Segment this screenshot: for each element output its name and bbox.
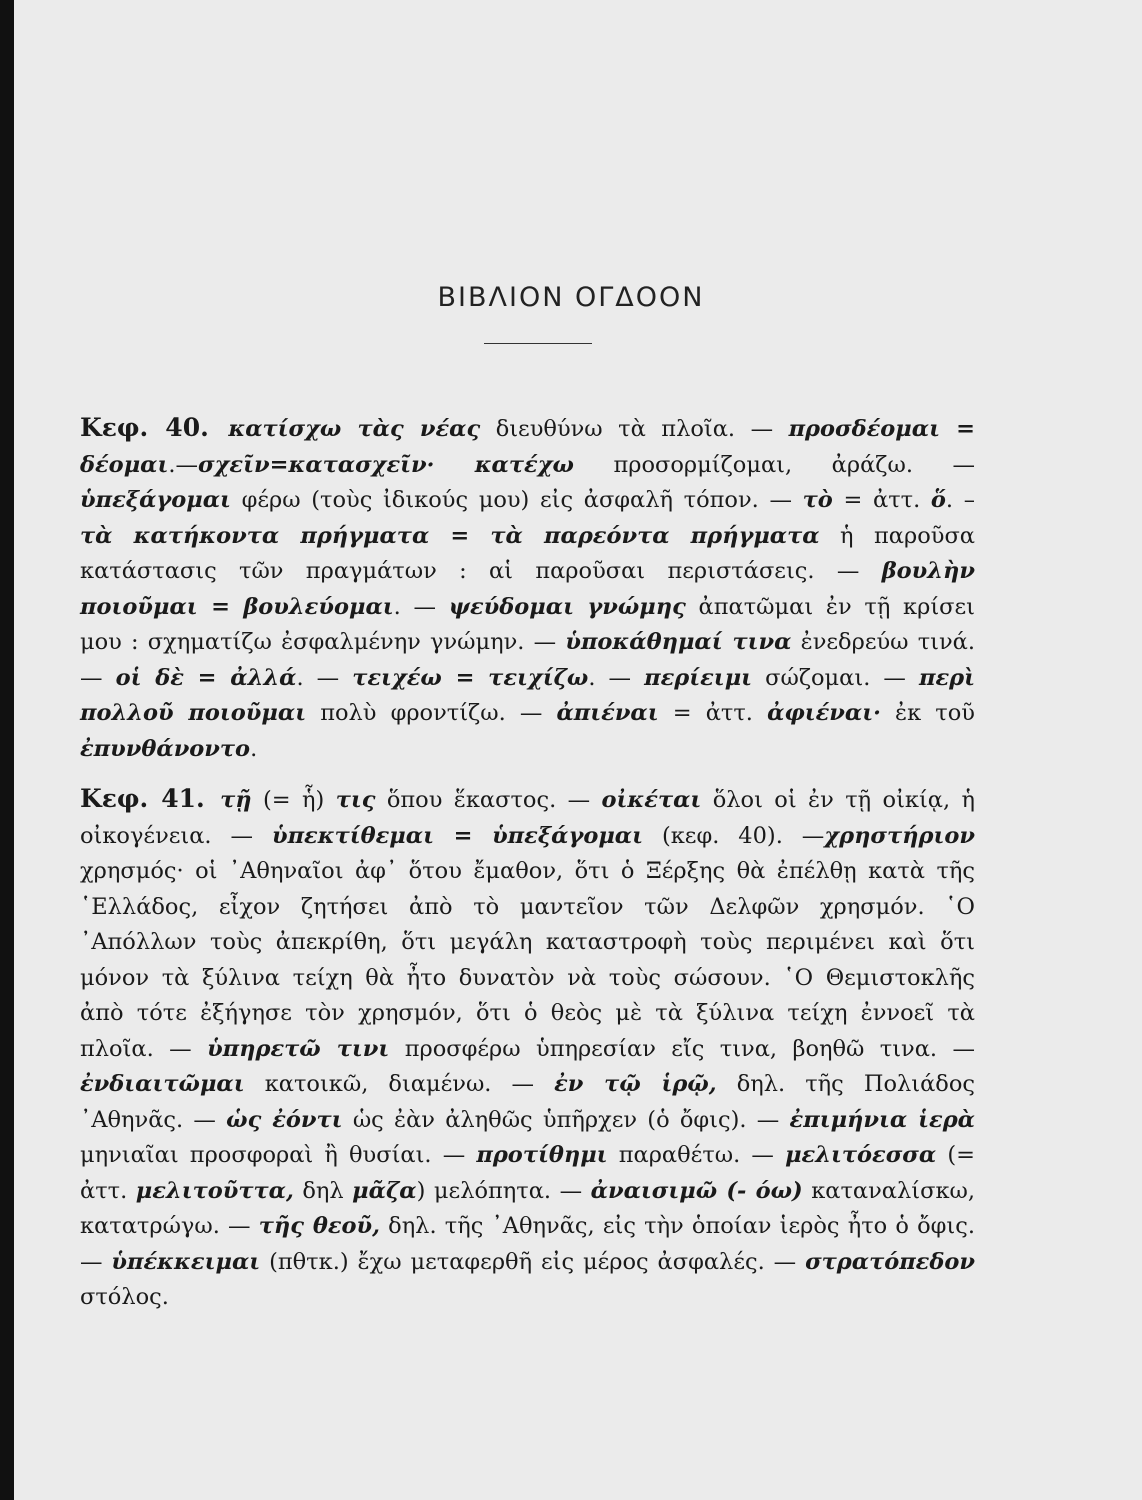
term-headword: ἐν τῷ ἱρῷ, xyxy=(554,1071,717,1097)
term-headword: προσδέομαι = δέομαι xyxy=(80,416,976,478)
term-headword: ἀναισιμῶ (- όω) xyxy=(590,1177,803,1204)
gloss-text: ἡ παροῦσα κατάστασις τῶν πραγμάτων : αἱ παροῦσαι περιστάσεις. — xyxy=(80,522,975,584)
scan-page-edge xyxy=(0,0,14,1500)
term-headword: βουλὴν ποιοῦμαι = βουλεύομαι xyxy=(80,558,975,620)
chapter-41-notes xyxy=(80,781,975,1316)
gloss-text: δηλ xyxy=(293,1177,353,1204)
term-headword: σχεῖν=κατασχεῖν· κατέχω xyxy=(198,451,574,478)
term-headword: περὶ πολλοῦ ποιοῦμαι xyxy=(80,664,975,726)
term-headword: οἰκέται xyxy=(601,787,702,813)
gloss-text: καταναλίσκω, κατατρώγω. — xyxy=(80,1177,976,1239)
gloss-text: προσορμίζομαι, ἀράζω. — xyxy=(573,451,976,478)
term-headword: μᾶζα xyxy=(352,1177,417,1204)
term-headword: τῇ xyxy=(220,787,252,813)
gloss-text: παραθέτω. — xyxy=(607,1142,786,1168)
term-headword: τὸ xyxy=(802,487,833,513)
term-headword: ἀπιέναι xyxy=(556,700,659,726)
term-headword: προτίθημι xyxy=(476,1142,608,1168)
term-headword: ὡς ἐόντι xyxy=(226,1106,343,1133)
gloss-text: = ἀττ. xyxy=(832,487,931,513)
gloss-text: φέρω (τοὺς ἰδικούς μου) εἰς ἀσφαλῆ τόπον. — xyxy=(230,487,803,513)
gloss-text: ἐνεδρεύω τινά. — xyxy=(80,629,975,691)
term-headword: ὑπηρετῶ τινι xyxy=(207,1035,390,1062)
term-headword: ὑποκάθημαί τινα xyxy=(565,629,792,655)
gloss-text: ) μελόπητα. — xyxy=(416,1177,591,1204)
term-headword: ἐνδιαιτῶμαι xyxy=(80,1071,245,1097)
gloss-text: . — xyxy=(393,593,449,620)
chapter-label: Κεφ. 41. xyxy=(80,784,205,813)
title-divider xyxy=(484,343,592,344)
term-headword: μελιτοῦττα, xyxy=(135,1177,294,1204)
gloss-text: χρησμός· οἱ ᾿Αθηναῖοι ἀφ᾿ ὅτου ἔμαθον, ὅτι ὁ Ξέρξης θὰ ἐπέλθῃ κατὰ τῆς ῾Ελλάδος, εἶχον ζητήσει ἀπὸ τὸ μαντεῖον τῶν Δελφῶν χρησμόν. ῾Ο ᾿Απόλλων τοὺς ἀπεκρίθη, ὅτι μεγάλη καταστροφὴ τοὺς περιμένει καὶ ὅτι μόνον τὰ ξύλινα τείχη θὰ ἦτο δυνατὸν νὰ τοὺς σώσουν. ῾Ο Θεμιστοκλῆς ἀπὸ τότε ἐξήγησε τὸν χρησμόν, ὅτι ὁ θεὸς μὲ τὰ ξύλινα τείχη ἐννοεῖ τὰ πλοῖα. — xyxy=(80,858,975,1062)
gloss-text: κατοικῶ, διαμένω. — xyxy=(244,1071,555,1097)
gloss-text: . xyxy=(250,735,258,762)
gloss-text: μηνιαῖαι προσφοραὶ ἢ θυσίαι. — xyxy=(80,1142,477,1168)
gloss-text: σώζομαι. — xyxy=(752,664,919,691)
term-headword: ὑπεκτίθεμαι = ὑπεξάγομαι xyxy=(271,822,644,849)
gloss-text: ὅπου ἕκαστος. — xyxy=(375,787,602,813)
term-headword: τῆς θεοῦ, xyxy=(258,1213,380,1239)
gloss-text: (πθτκ.) ἔχω μεταφερθῆ εἰς μέρος ἀσφαλές. — xyxy=(260,1248,806,1275)
gloss-text: δηλ. τῆς ᾿Αθηνᾶς, εἰς τὴν ὁποίαν ἱερὸς ἦτο ὁ ὄφις. — xyxy=(80,1213,976,1275)
gloss-text: (= ἧ) xyxy=(251,787,336,813)
term-headword: οἱ δὲ = ἀλλά xyxy=(115,664,297,691)
term-headword: ἐπιμήνια ἱερὰ xyxy=(789,1106,975,1133)
gloss-text: . — xyxy=(588,664,645,691)
chapter-40-notes xyxy=(80,410,975,767)
term-headword: περίειμι xyxy=(644,664,753,691)
term-headword: τὰ κατήκοντα πρήγματα = τὰ παρεόντα πρήγματα xyxy=(80,522,820,549)
gloss-text: . – xyxy=(945,487,975,513)
gloss-text: δηλ. τῆς Πολιάδος ᾿Αθηνᾶς. — xyxy=(80,1071,975,1133)
gloss-text: = ἀττ. xyxy=(658,700,768,726)
gloss-text: διευθύνω τὰ πλοῖα. — xyxy=(480,416,789,442)
term-headword: ὅ xyxy=(930,487,946,513)
term-headword: τις xyxy=(335,787,376,813)
term-headword: κατίσχω τὰς νέας xyxy=(228,416,481,442)
gloss-text: ὡς ἐὰν ἀληθῶς ὑπῆρχεν (ὁ ὄφις). — xyxy=(342,1106,790,1133)
gloss-text: ἀπατῶμαι ἐν τῇ κρίσει μου : σχηματίζω ἐσφαλμένην γνώμην. — xyxy=(80,593,975,655)
term-headword: ὑπεξάγομαι xyxy=(80,487,231,513)
term-headword: τειχέω = τειχίζω xyxy=(352,664,589,691)
chapter-label: Κεφ. 40. xyxy=(80,413,209,442)
gloss-text: (= ἀττ. xyxy=(80,1142,975,1204)
term-headword: ὑπέκκειμαι xyxy=(111,1248,261,1275)
gloss-text: .— xyxy=(168,451,199,478)
term-headword: χρηστήριον xyxy=(824,822,975,849)
gloss-text: ὅλοι οἱ ἐν τῇ οἰκίᾳ, ἡ οἰκογένεια. — xyxy=(80,787,976,849)
gloss-text: στόλος. xyxy=(80,1284,169,1310)
term-headword: ψεύδομαι γνώμης xyxy=(448,593,686,620)
gloss-text: προσφέρω ὑπηρεσίαν εἴς τινα, βοηθῶ τινα. — xyxy=(389,1035,975,1062)
gloss-text: (κεφ. 40). — xyxy=(643,822,825,849)
term-headword: ἐπυνθάνοντο xyxy=(80,735,251,762)
term-headword: στρατόπεδον xyxy=(805,1248,975,1275)
gloss-text: πολὺ φροντίζω. — xyxy=(306,700,557,726)
gloss-text: ἐκ τοῦ xyxy=(880,700,975,726)
book-title: ΒΙΒΛΙΟΝ ΟΓΔΟΟΝ xyxy=(437,282,705,313)
term-headword: ἀφιέναι· xyxy=(767,700,881,726)
gloss-text: . — xyxy=(296,664,353,691)
term-headword: μελιτόεσσα xyxy=(785,1142,937,1168)
